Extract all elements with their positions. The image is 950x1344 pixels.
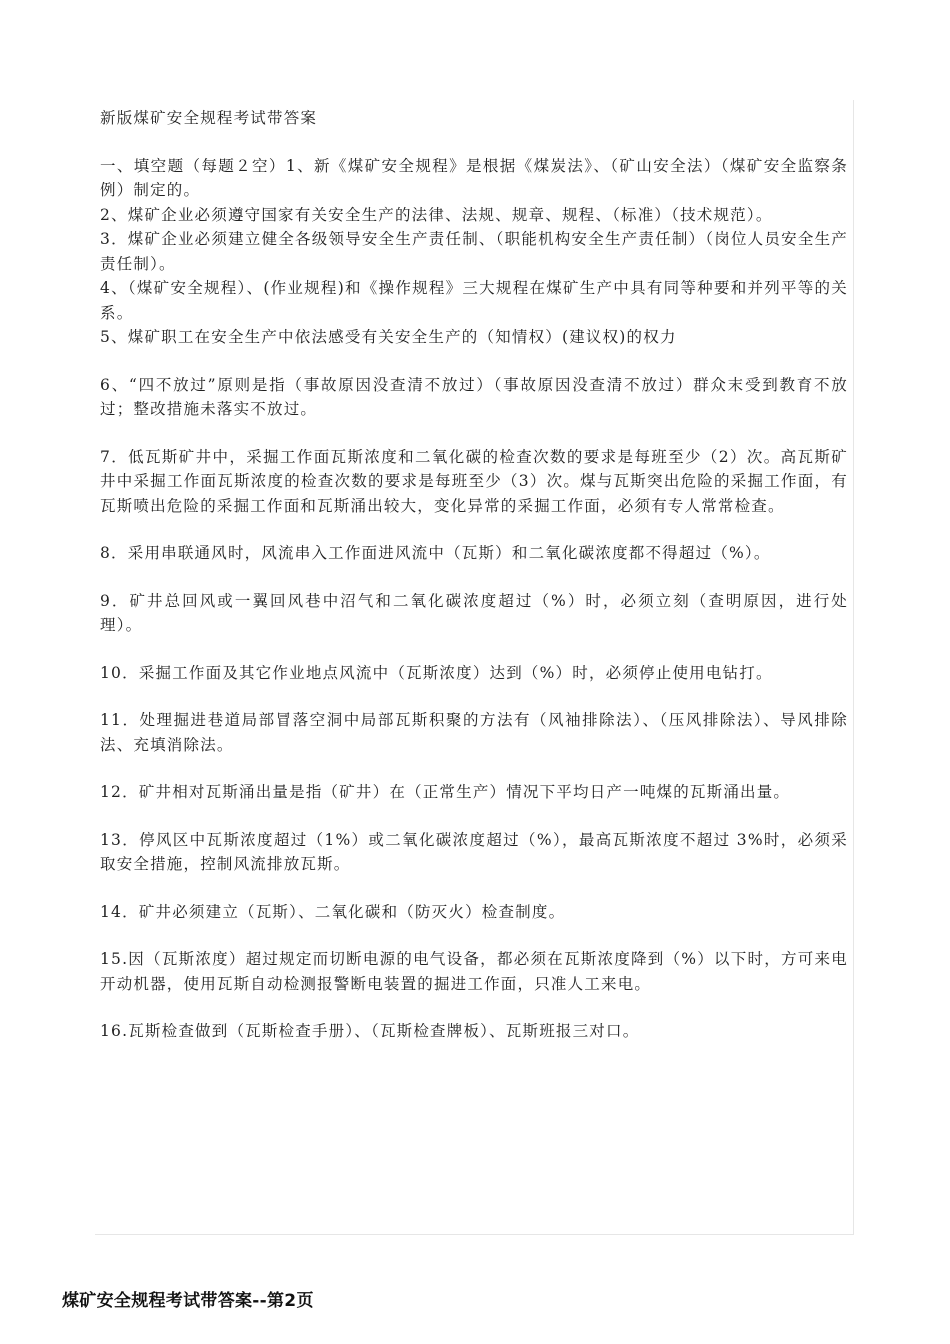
paragraph-fill-in-5: 5、煤矿职工在安全生产中依法感受有关安全生产的（知情权）(建议权)的权力 bbox=[100, 328, 677, 346]
document-content bbox=[100, 106, 848, 1044]
page-footer: 煤矿安全规程考试带答案--第2页 bbox=[62, 1291, 314, 1311]
paragraph-fill-in-8: 8．采用串联通风时，风流串入工作面进风流中（瓦斯）和二氧化碳浓度都不得超过（%）。 bbox=[100, 544, 771, 562]
paragraph-fill-in-3: 3．煤矿企业必须建立健全各级领导安全生产责任制、（职能机构安全生产责任制）（岗位人员安全生产责任制）。 bbox=[100, 230, 848, 273]
paragraph-fill-in-11: 11．处理掘进巷道局部冒落空洞中局部瓦斯积聚的方法有（风袖排除法）、（压风排除法）、导风排除法、充填消除法。 bbox=[100, 711, 848, 754]
paragraph-fill-in-9: 9．矿井总回风或一翼回风巷中沼气和二氧化碳浓度超过（%）时，必须立刻（查明原因，进行处理）。 bbox=[100, 591, 848, 634]
paragraph-fill-in-6: 6、“四不放过”原则是指（事故原因没查清不放过）（事故原因没查清不放过）群众末受到教育不放过；整改措施未落实不放过。 bbox=[100, 375, 848, 418]
paragraph-fill-in-1: 一、填空题（每题２空）1、新《煤矿安全规程》是根据《煤炭法》、（矿山安全法）（煤矿安全监察条例）制定的。 bbox=[100, 156, 848, 199]
paragraph-fill-in-2: 2、煤矿企业必须遵守国家有关安全生产的法律、法规、规章、规程、（标准）（技术规范）。 bbox=[100, 205, 773, 224]
paragraph-fill-in-4: 4、（煤矿安全规程）、(作业规程)和《操作规程》三大规程在煤矿生产中具有同等种要和并列平等的关系。 bbox=[100, 279, 848, 322]
paragraph-fill-in-10: 10．采掘工作面及其它作业地点风流中（瓦斯浓度）达到（%）时，必须停止使用电钻打。 bbox=[100, 663, 773, 682]
document-title: 新版煤矿安全规程考试带答案 bbox=[100, 109, 318, 127]
paragraph-fill-in-13: 13．停风区中瓦斯浓度超过（1%）或二氧化碳浓度超过（%），最高瓦斯浓度不超过 3%时，必须采取安全措施，控制风流排放瓦斯。 bbox=[100, 830, 848, 873]
paragraph-fill-in-12: 12．矿井相对瓦斯涌出量是指（矿井）在（正常生产）情况下平均日产一吨煤的瓦斯涌出量。 bbox=[100, 783, 791, 801]
paragraph-fill-in-14: 14．矿井必须建立（瓦斯）、二氧化碳和（防灭火）检查制度。 bbox=[100, 902, 566, 921]
paragraph-fill-in-7: 7．低瓦斯矿井中，采掘工作面瓦斯浓度和二氧化碳的检查次数的要求是每班至少（2）次。高瓦斯矿井中采掘工作面瓦斯浓度的检查次数的要求是每班至少（3）次。煤与瓦斯突出危险的采掘工作面，有瓦斯喷出危险的采掘工作面和瓦斯涌出较大，变化异常的采掘工作面，必须有专人常常检查。 bbox=[100, 447, 848, 515]
paragraph-fill-in-15: 15.因（瓦斯浓度）超过规定而切断电源的电气设备，都必须在瓦斯浓度降到（%）以下时，方可来电开动机器，使用瓦斯自动检测报警断电装置的掘进工作面，只准人工来电。 bbox=[100, 950, 848, 993]
document-page bbox=[95, 100, 854, 1235]
paragraph-fill-in-16: 16.瓦斯检查做到（瓦斯检查手册）、（瓦斯检查牌板）、瓦斯班报三对口。 bbox=[100, 1022, 640, 1040]
